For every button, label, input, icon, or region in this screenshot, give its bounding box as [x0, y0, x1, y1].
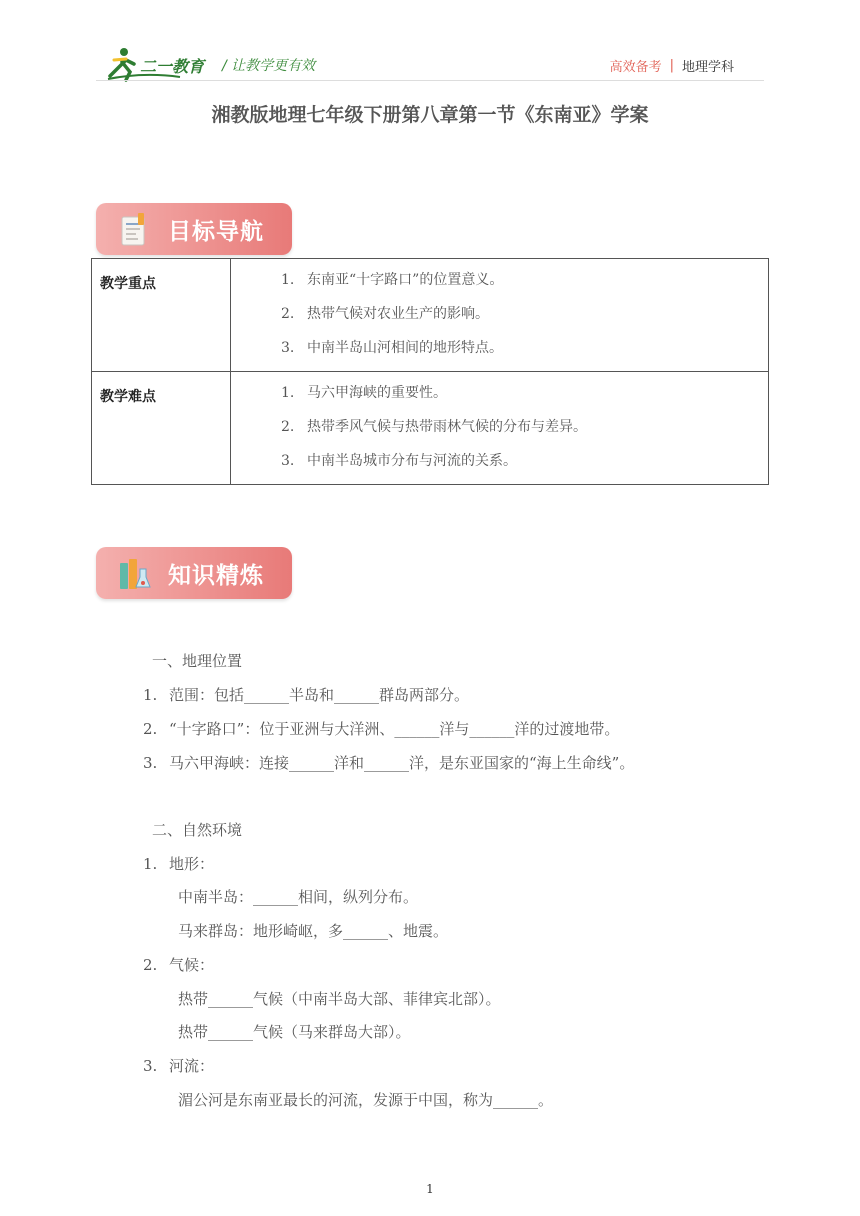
list-item: 2. “十字路口”：位于亚洲与大洋洲、______洋与______洋的过渡地带。: [143, 720, 620, 738]
goals-banner: [96, 203, 292, 255]
list-item: 2. 热带气候对农业生产的影响。: [281, 306, 489, 322]
knowledge-banner-label: 知识精炼: [168, 563, 264, 589]
key-points-heading: 教学重点: [92, 259, 231, 372]
document-title: 湘教版地理七年级下册第八章第一节《东南亚》学案: [211, 104, 649, 126]
header-right: [610, 56, 734, 75]
goals-table: [91, 258, 769, 485]
sub-item: 热带______气候（中南半岛大部、菲律宾北部）。: [178, 990, 501, 1008]
list-item: 3. 马六甲海峡：连接______洋和______洋，是东亚国家的“海上生命线”。: [143, 754, 635, 772]
list-item: 2. 气候：: [143, 956, 215, 974]
document-clipboard-icon: [116, 211, 152, 247]
list-item: 1. 范围：包括______半岛和______群岛两部分。: [143, 686, 470, 704]
page-number: 1: [426, 1182, 434, 1196]
slogan: / 让教学更有效: [222, 58, 316, 74]
sub-item: 湄公河是东南亚最长的河流，发源于中国，称为______。: [178, 1091, 554, 1109]
key-points-list: [231, 259, 769, 372]
list-item: 1. 马六甲海峡的重要性。: [281, 385, 447, 401]
section-heading-location: 一、地理位置: [152, 652, 243, 670]
list-item: 1. 地形：: [143, 855, 215, 873]
list-item: 3. 河流：: [143, 1057, 215, 1075]
difficult-points-list: [231, 372, 769, 485]
sub-item: 热带______气候（马来群岛大部）。: [178, 1023, 411, 1041]
sub-item: 马来群岛：地形崎岖，多______、地震。: [178, 922, 449, 940]
list-item: 1. 东南亚“十字路口”的位置意义。: [281, 272, 504, 288]
header-subject: 地理学科: [681, 60, 734, 75]
logo-text: 二一教育: [140, 57, 205, 76]
list-item: 3. 中南半岛山河相间的地形特点。: [281, 340, 503, 356]
difficult-points-heading: 教学难点: [92, 372, 231, 485]
header-separator: |: [669, 58, 674, 73]
table-row: [92, 372, 769, 485]
header-accent-text: 高效备考: [609, 60, 662, 75]
header-divider: [96, 80, 764, 81]
books-flask-icon: [116, 555, 152, 591]
knowledge-banner: [96, 547, 292, 599]
list-item: 3. 中南半岛城市分布与河流的关系。: [281, 453, 517, 469]
list-item: 2. 热带季风气候与热带雨林气候的分布与差异。: [281, 419, 587, 435]
sub-item: 中南半岛：______相间，纵列分布。: [178, 888, 419, 906]
table-row: [92, 259, 769, 372]
section-heading-environment: 二、自然环境: [152, 821, 243, 839]
goals-banner-label: 目标导航: [168, 219, 264, 245]
